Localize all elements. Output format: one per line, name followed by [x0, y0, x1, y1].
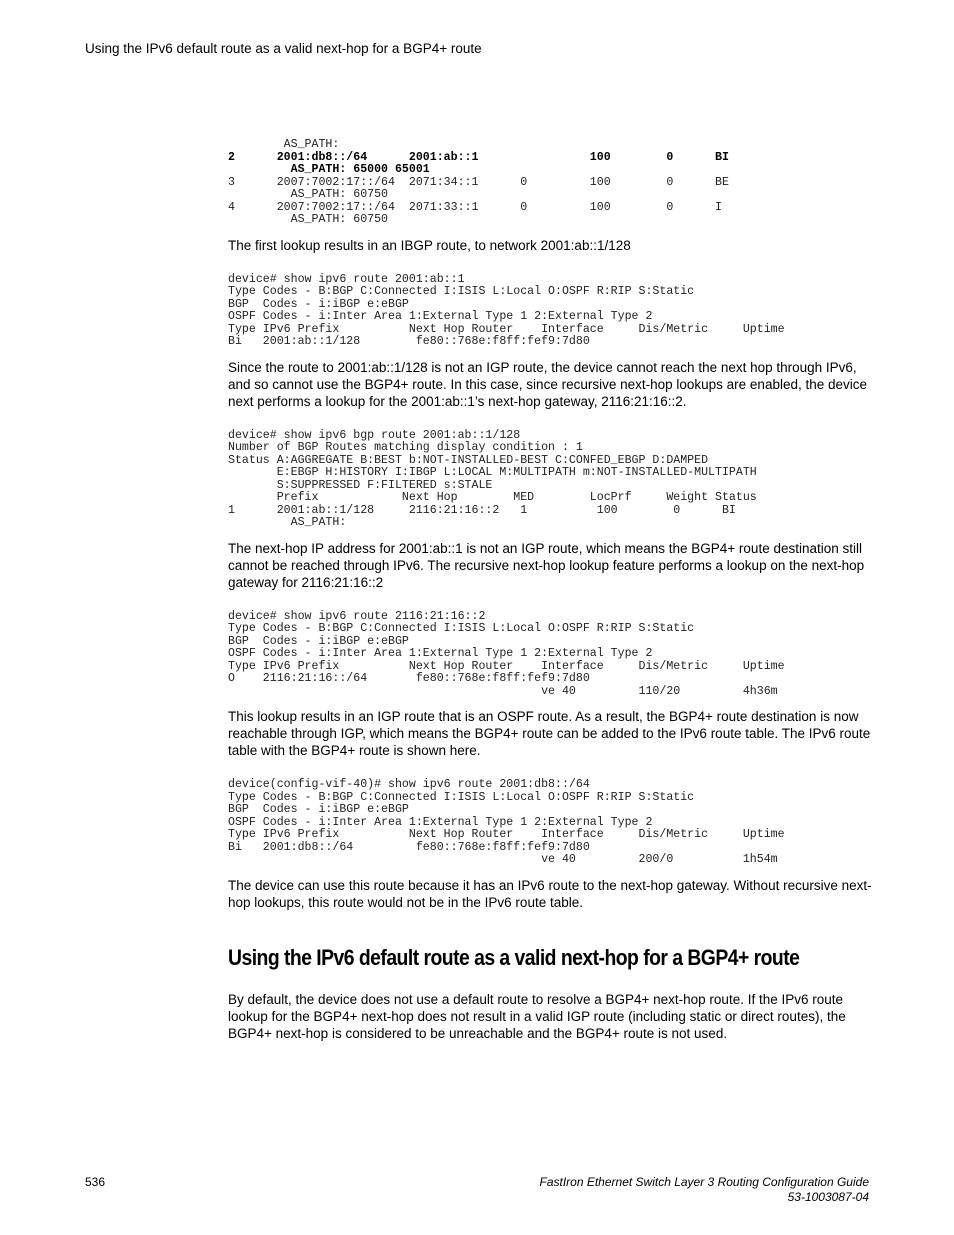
- code-line: Prefix Next Hop MED LocPrf Weight Status: [228, 491, 757, 504]
- code-block-show-ipv6-route-3: [228, 779, 873, 867]
- code-line: Number of BGP Routes matching display condition : 1: [228, 441, 583, 454]
- code-line: ve 40 110/20 4h36m: [228, 684, 778, 698]
- body-paragraph: Since the route to 2001:ab::1/128 is not an IGP route, the device cannot reach the next hop through IPv6, and so cannot use the BGP4+ route. In this case, since recursive next-hop lookups are enabled, the device next performs a lookup for the 2001:ab::1’s next-hop gateway, 2116:21:16::2.: [228, 359, 868, 409]
- page-number: 536: [85, 1175, 106, 1189]
- code-line: Type IPv6 Prefix Next Hop Router Interface Dis/Metric Uptime: [228, 828, 785, 841]
- code-line: 1 2001:ab::1/128 2116:21:16::2 1 100 0 BI: [228, 503, 736, 517]
- code-line: Type Codes - B:BGP C:Connected I:ISIS L:Local O:OSPF R:RIP S:Static: [228, 622, 695, 635]
- code-line: Type Codes - B:BGP C:Connected I:ISIS L:Local O:OSPF R:RIP S:Static: [228, 790, 695, 804]
- body-paragraph: The device can use this route because it has an IPv6 route to the next-hop gateway. Without recursive next-hop lookups, this route would not be in the IPv6 route table.: [228, 877, 872, 910]
- code-line: Bi 2001:db8::/64 fe80::768e:f8ff:fef9:7d80: [228, 840, 590, 854]
- code-line-bold: 2 2001:db8::/64 2001:ab::1 100 0 BI: [228, 150, 729, 164]
- code-line: device# show ipv6 route 2116:21:16::2: [228, 609, 486, 623]
- code-line: Type Codes - B:BGP C:Connected I:ISIS L:Local O:OSPF R:RIP S:Static: [228, 285, 695, 298]
- code-line: S:SUPPRESSED F:FILTERED s:STALE: [228, 478, 493, 492]
- page-content: [228, 139, 873, 1042]
- body-paragraph: This lookup results in an IGP route that is an OSPF route. As a result, the BGP4+ route destination is now reachable through IGP, which means the BGP4+ route can be added to the IPv6 route table. The IPv6 route table with the BGP4+ route is shown here.: [228, 709, 871, 758]
- code-line: 4 2007:7002:17::/64 2071:33::1 0 100 0 I: [228, 200, 722, 214]
- footer-doc-info: [539, 1175, 869, 1205]
- code-line: AS_PATH:: [228, 138, 340, 151]
- code-line: AS_PATH: 60750: [228, 213, 389, 226]
- code-line: Bi 2001:ab::1/128 fe80::768e:f8ff:fef9:7d80: [228, 335, 590, 348]
- code-line: Type IPv6 Prefix Next Hop Router Interface Dis/Metric Uptime: [228, 322, 785, 336]
- body-paragraph: The first lookup results in an IBGP route, to network 2001:ab::1/128: [228, 237, 631, 253]
- code-line-bold: AS_PATH: 65000 65001: [228, 163, 430, 176]
- code-line: 3 2007:7002:17::/64 2071:34::1 0 100 0 BE: [228, 175, 729, 189]
- code-line: Type IPv6 Prefix Next Hop Router Interface Dis/Metric Uptime: [228, 659, 785, 673]
- code-line: ve 40 200/0 1h54m: [228, 853, 778, 866]
- guide-title: FastIron Ethernet Switch Layer 3 Routing Configuration Guide: [539, 1175, 869, 1189]
- code-block-show-ipv6-route-2: [228, 611, 873, 699]
- code-line: BGP Codes - i:iBGP e:eBGP: [228, 803, 409, 816]
- code-line: OSPF Codes - i:Inter Area 1:External Type 1 2:External Type 2: [228, 647, 653, 660]
- code-line: OSPF Codes - i:Inter Area 1:External Type 1 2:External Type 2: [228, 310, 653, 323]
- code-line: AS_PATH: 60750: [228, 188, 389, 201]
- code-line: Status A:AGGREGATE B:BEST b:NOT-INSTALLED-BEST C:CONFED_EBGP D:DAMPED: [228, 453, 709, 467]
- code-line: AS_PATH:: [228, 516, 347, 529]
- code-line: E:EBGP H:HISTORY I:IBGP L:LOCAL M:MULTIPATH m:NOT-INSTALLED-MULTIPATH: [228, 466, 757, 479]
- doc-number: 53-1003087-04: [787, 1190, 869, 1204]
- code-line: device(config-vif-40)# show ipv6 route 2001:db8::/64: [228, 778, 590, 791]
- body-paragraph: The next-hop IP address for 2001:ab::1 is not an IGP route, which means the BGP4+ route destination still cannot be reached through IPv6. The recursive next-hop lookup feature performs a lookup on the next-hop gateway for 2116:21:16::2: [228, 540, 865, 590]
- code-line: BGP Codes - i:iBGP e:eBGP: [228, 297, 409, 311]
- code-line: O 2116:21:16::/64 fe80::768e:f8ff:fef9:7d80: [228, 672, 590, 685]
- code-line: OSPF Codes - i:Inter Area 1:External Type 1 2:External Type 2: [228, 815, 653, 829]
- section-paragraph: By default, the device does not use a default route to resolve a BGP4+ next-hop route. If the IPv6 route lookup for the BGP4+ next-hop does not result in a valid IGP route (including static or direct routes), the BGP4+ next-hop is considered to be unreachable and the BGP4+ route is not used.: [228, 991, 846, 1041]
- running-header: Using the IPv6 default route as a valid next-hop for a BGP4+ route: [85, 41, 482, 56]
- code-block-bgp-routes: [228, 139, 873, 227]
- section-heading: Using the IPv6 default route as a valid next-hop for a BGP4+ route: [228, 944, 800, 970]
- code-line: device# show ipv6 route 2001:ab::1: [228, 272, 465, 286]
- code-block-show-ipv6-route-1: [228, 274, 873, 349]
- code-line: BGP Codes - i:iBGP e:eBGP: [228, 634, 409, 648]
- code-block-show-ipv6-bgp-route: [228, 430, 873, 530]
- code-line: device# show ipv6 bgp route 2001:ab::1/128: [228, 428, 521, 442]
